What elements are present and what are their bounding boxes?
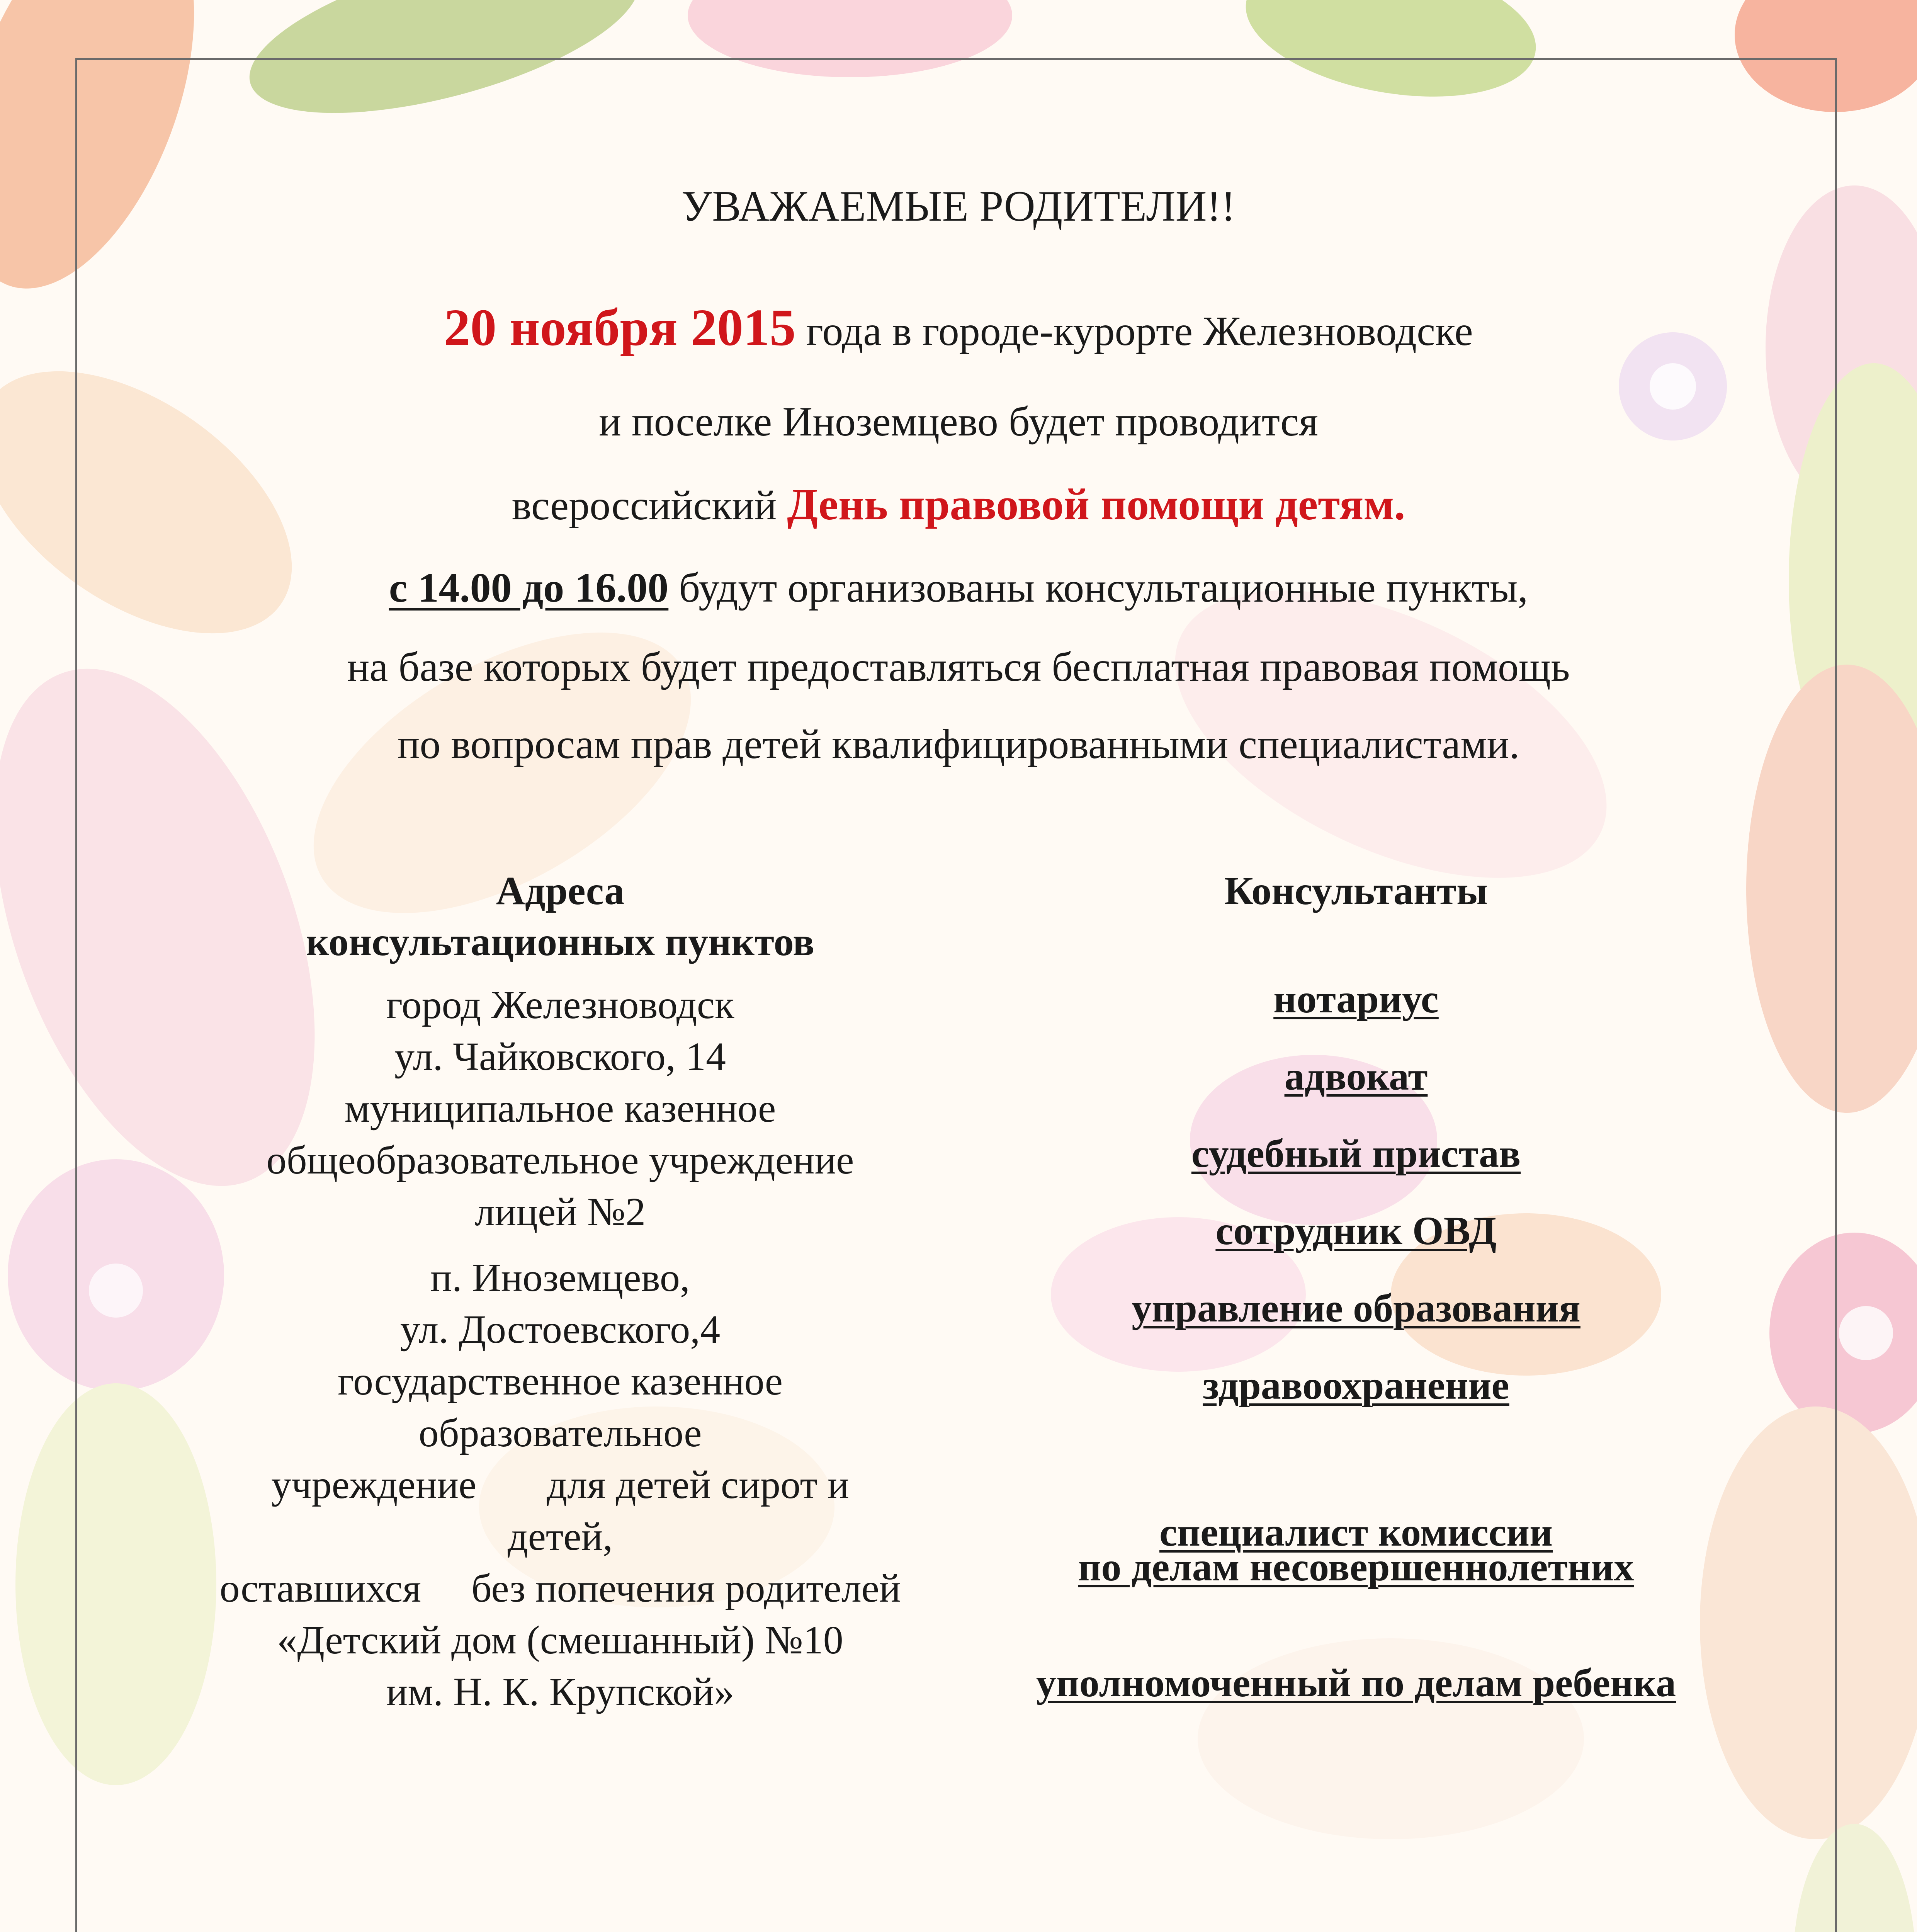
consultant-item: здравоохранение: [1203, 1363, 1509, 1408]
addresses-heading-2: консультационных пунктов: [306, 920, 815, 964]
help-line-2: по вопросам прав детей квалифицированными специалистами.: [397, 721, 1520, 767]
consultant-item: адвокат: [1284, 1054, 1428, 1099]
greeting-heading: УВАЖАЕМЫЕ РОДИТЕЛИ!!: [681, 182, 1236, 230]
address-line: ул. Чайковского, 14: [394, 1034, 726, 1079]
addresses-column: [162, 866, 958, 1718]
consultant-ombudsman: уполномоченный по делам ребенка: [1036, 1661, 1676, 1705]
consultant-item: управление образования: [1132, 1286, 1581, 1330]
event-date: 20 ноября 2015: [444, 299, 796, 357]
help-line: на базе которых будет предоставляться бесплатная правовая помощь: [347, 644, 1570, 690]
address-line: город Железноводск: [386, 983, 734, 1027]
address-line: п. Иноземцево,: [430, 1255, 690, 1300]
event-title-prefix: всероссийский: [512, 483, 787, 529]
event-location: года в городе-курорте Железноводске: [795, 308, 1473, 354]
location-line: и поселке Иноземцево будет проводится: [599, 399, 1318, 445]
event-title-line: [0, 479, 1917, 531]
address-line: ул. Достоевского,4: [400, 1307, 721, 1352]
consultant-commission-2: по делам несовершеннолетних: [1078, 1545, 1634, 1589]
event-title: День правовой помощи детям.: [787, 480, 1405, 529]
time-line: [0, 564, 1917, 612]
address-line: образовательное: [418, 1411, 702, 1455]
time-line-rest: будут организованы консультационные пункты,: [668, 565, 1528, 611]
event-date-line: [0, 298, 1917, 358]
address-line: оставшихся без попечения родителей: [219, 1566, 901, 1611]
address-line: «Детский дом (смешанный) №10: [277, 1618, 843, 1662]
consultants-heading: Консультанты: [1224, 869, 1488, 913]
address-line: лицей №2: [474, 1190, 646, 1234]
address-line: муниципальное казенное: [344, 1086, 776, 1131]
event-time: с 14.00 до 16.00: [389, 565, 669, 611]
address-line: учреждение для детей сирот и: [271, 1463, 849, 1507]
consultant-item: сотрудник ОВД: [1215, 1209, 1497, 1253]
address-line: детей,: [507, 1514, 613, 1559]
address-line: государственное казенное: [337, 1359, 783, 1403]
consultant-commission-1: специалист комиссии: [1159, 1510, 1553, 1554]
address-line: им. Н. К. Крупской»: [386, 1670, 734, 1714]
address-line: общеобразовательное учреждение: [266, 1138, 854, 1182]
consultant-item: судебный пристав: [1191, 1131, 1521, 1176]
consultant-item: нотариус: [1273, 977, 1439, 1021]
address-point-1: [162, 979, 958, 1238]
address-point-2: [162, 1252, 958, 1718]
consultants-column: [958, 866, 1754, 1754]
addresses-heading-1: Адреса: [496, 869, 625, 913]
